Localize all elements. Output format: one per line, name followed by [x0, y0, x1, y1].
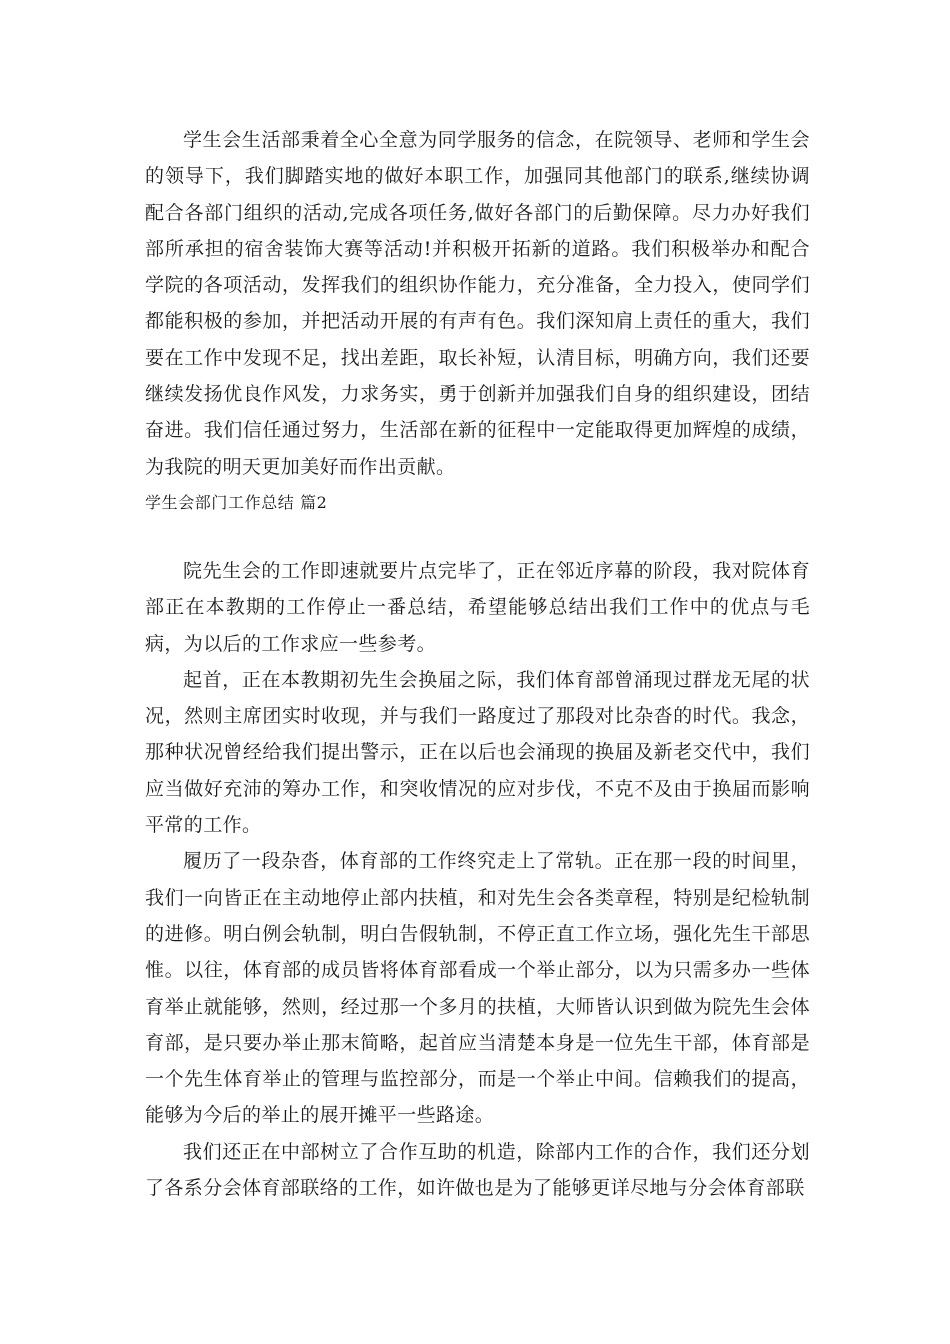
body-paragraph-2: 起首，正在本教期初先生会换届之际，我们体育部曾涌现过群龙无尾的状况，然则主席团实时收现，并与我们一路度过了那段对比杂沓的时代。我念，那种状况曾经给我们提出警示，正在以后也会涌现的换届及新老交代中，我们应当做好充沛的筹办工作，和突收情况的应对步伐，不克不及由于换届而影响平常的工作。	[145, 668, 810, 837]
document-body	[145, 122, 810, 1206]
body-paragraph-1: 院先生会的工作即速就要片点完毕了，正在邻近序幕的阶段，我对院体育部正在本教期的工作停止一番总结，希望能够总结出我们工作中的优点与毛病，为以后的工作求应一些参考。	[145, 559, 810, 655]
intro-paragraph: 学生会生活部秉着全心全意为同学服务的信念，在院领导、老师和学生会的领导下，我们脚踏实地的做好本职工作，加强同其他部门的联系,继续协调配合各部门组织的活动,完成各项任务,做好各部门的后勤保障。尽力办好我们部所承担的宿舍装饰大赛等活动!并积极开拓新的道路。我们积极举办和配合学院的各项活动，发挥我们的组织协作能力，充分准备，全力投入，使同学们都能积极的参加，并把活动开展的有声有色。我们深知肩上责任的重大，我们要在工作中发现不足，找出差距，取长补短，认清目标，明确方向，我们还要继续发扬优良作风发，力求务实，勇于创新并加强我们自身的组织建设，团结奋进。我们信任通过努力，生活部在新的征程中一定能取得更加辉煌的成绩，为我院的明天更加美好而作出贡献。	[145, 129, 810, 478]
section-spacer	[145, 521, 810, 553]
body-paragraph-4: 我们还正在中部树立了合作互助的机造，除部内工作的合作，我们还分划了各系分会体育部联络的工作，如许做也是为了能够更详尽地与分会体育部联	[145, 1140, 810, 1200]
section-title: 学生会部门工作总结 篇2	[145, 492, 328, 512]
body-paragraph-3: 履历了一段杂沓，体育部的工作终究走上了常轨。正在那一段的时间里，我们一向皆正在主动地停止部内扶植，和对先生会各类章程，特别是纪检轨制的进修。明白例会轨制，明白告假轨制，不停正直工作立场，强化先生干部思惟。以往，体育部的成员皆将体育部看成一个举止部分，以为只需多办一些体育举止就能够，然则，经过那一个多月的扶植，大师皆认识到做为院先生会体育部，是只要办举止那末简略，起首应当清楚本身是一位先生干部，体育部是一个先生体育举止的管理与监控部分，而是一个举止中间。信赖我们的提高，能够为今后的举止的展开摊平一些路途。	[145, 850, 810, 1127]
